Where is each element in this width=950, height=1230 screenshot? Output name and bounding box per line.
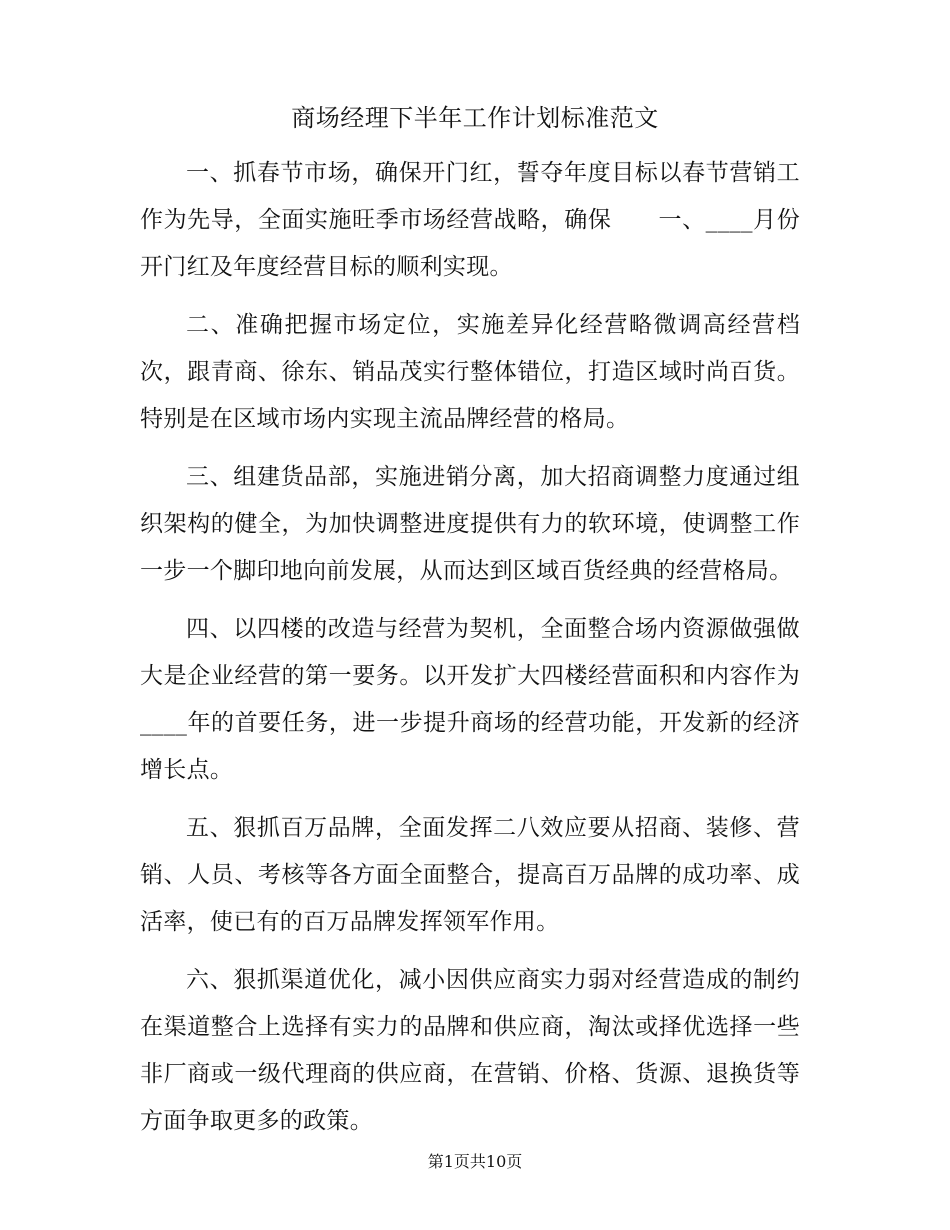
paragraph-6: 六、狠抓渠道优化，减小因供应商实力弱对经营造成的制约在渠道整合上选择有实力的品牌和供应商，淘汰或择优选择一些非厂商或一级代理商的供应商，在营销、价格、货源、退换货等方面争取更多的政策。 xyxy=(140,967,800,1134)
paragraph-3: 三、组建货品部，实施进销分离，加大招商调整力度通过组织架构的健全，为加快调整进度提供有力的软环境，使调整工作一步一个脚印地向前发展，从而达到区域百货经典的经营格局。 xyxy=(140,464,800,584)
paragraph-5: 五、狠抓百万品牌，全面发挥二八效应要从招商、装修、营销、人员、考核等各方面全面整合，提高百万品牌的成功率、成活率，使已有的百万品牌发挥领军作用。 xyxy=(140,815,800,935)
paragraph-2: 二、准确把握市场定位，实施差异化经营略微调高经营档次，跟青商、徐东、销品茂实行整体错位，打造区域时尚百货。特别是在区域市场内实现主流品牌经营的格局。 xyxy=(140,312,800,432)
page-number-footer: 第1页共10页 xyxy=(427,1152,523,1171)
paragraph-4: 四、以四楼的改造与经营为契机，全面整合场内资源做强做大是企业经营的第一要务。以开发扩大四楼经营面积和内容作为____年的首要任务，进一步提升商场的经营功能，开发新的经济增长点。 xyxy=(140,616,800,783)
paragraph-1: 一、抓春节市场，确保开门红，誓夺年度目标以春节营销工作为先导，全面实施旺季市场经营战略，确保 一、____月份开门红及年度经营目标的顺利实现。 xyxy=(140,160,800,280)
document-body xyxy=(140,150,800,1156)
page-title: 商场经理下半年工作计划标准范文 xyxy=(291,104,659,132)
